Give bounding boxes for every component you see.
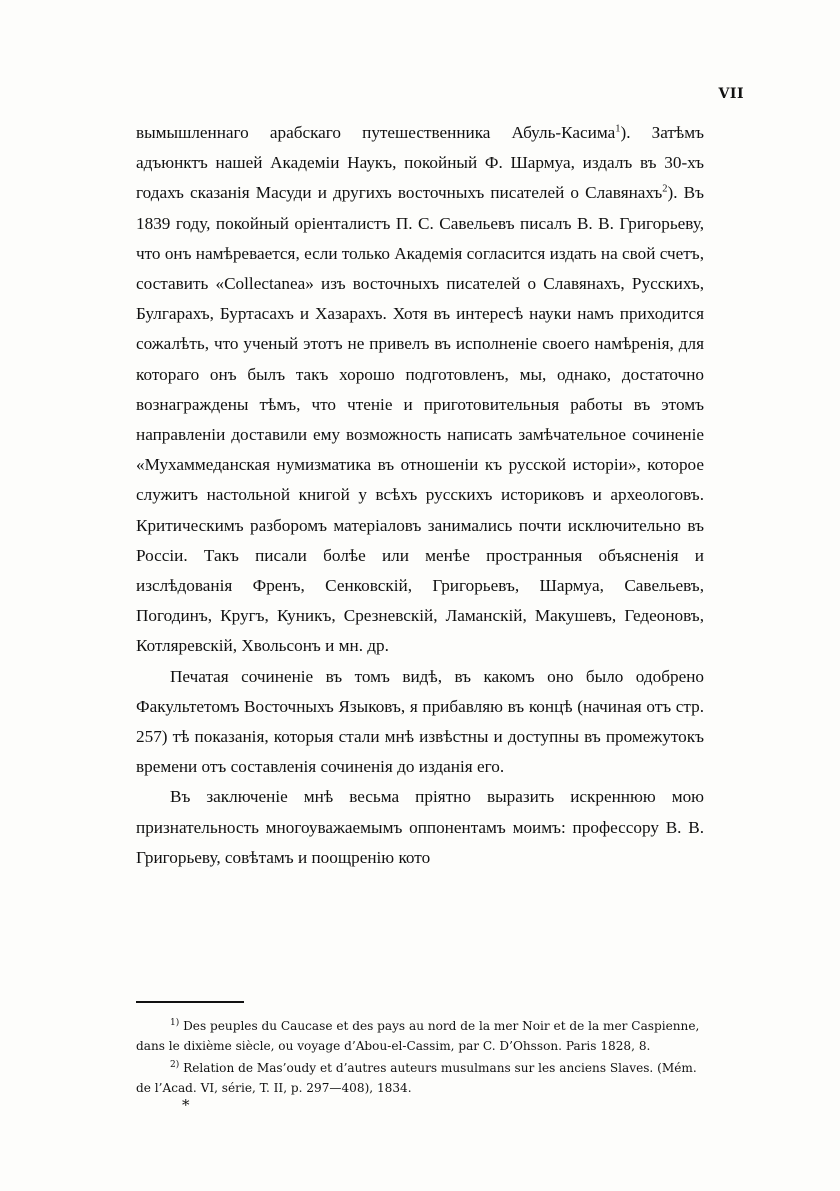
paragraph-1-text-mid: ). Затѣмъ адъюнктъ нашей Академіи Наукъ, покойный Ф. Шармуа, издалъ въ 30-хъ годахъ сказанія Масуди и другихъ восточныхъ писателей о Славянахъ <box>136 123 705 203</box>
body-text <box>136 118 704 873</box>
footnote-1 <box>136 1014 706 1056</box>
paragraph-3: Въ заключеніе мнѣ весьма пріятно выразить искреннюю мою признательность многоуважаемымъ оппонентамъ моимъ: профессору В. В. Григорьеву, совѣтамъ и поощренію кото <box>136 787 704 867</box>
footnote-2-text: Relation de Mas’oudy et d’autres auteurs musulmans sur les anciens Slaves. (Mém. de l’Acad. VI, série, T. II, p. 297—408), 1834. <box>136 1061 697 1095</box>
paragraph-2: Печатая сочиненіе въ томъ видѣ, въ какомъ оно было одобрено Факультетомъ Восточныхъ Языковъ, я прибавляю въ концѣ (начиная отъ стр. 257) тѣ показанія, которыя стали мнѣ извѣстны и доступны въ промежутокъ времени отъ составленія сочиненія до изданія его. <box>136 666 704 777</box>
footnote-ref-1[interactable]: 1 <box>615 123 621 135</box>
footnote-ref-2[interactable]: 2 <box>662 183 668 195</box>
footnote-section <box>136 1014 706 1098</box>
page-number: VII <box>718 86 744 102</box>
footnote-1-marker: 1) <box>170 1018 180 1028</box>
footnote-2-marker: 2) <box>170 1060 180 1071</box>
asterisk-mark: * <box>182 1096 190 1114</box>
paragraph-1-text-before: вымышленнаго арабскаго путешественника Абуль-Касима <box>136 123 616 142</box>
footnote-1-text: Des peuples du Caucase et des pays au nord de la mer Noir et de la mer Caspienne, dans le dixième siècle, ou voyage d’Abou-el-Cassim, par C. D’Ohsson. Paris 1828, 8. <box>136 1019 700 1053</box>
paragraph-1-text-after: ). Въ 1839 году, покойный оріенталистъ П. С. Савельевъ писалъ В. В. Григорьеву, что онъ намѣревается, если только Академія согласится издать на свой счетъ, составить «Collectanea» изъ восточныхъ писателей о Славянахъ, Русскихъ, Булгарахъ, Буртасахъ и Хазарахъ. Хотя въ интересѣ науки намъ приходится сожалѣть, что ученый этотъ не привелъ въ исполненіе своего намѣренія, для котораго онъ былъ такъ хорошо подготовленъ, мы, однако, достаточно вознаграждены тѣмъ, что чтеніе и приготовительныя работы въ этомъ направленіи доставили ему возможность написать замѣчательное сочиненіе «Мухаммеданская нумизматика въ отношеніи къ русской исторіи», которое служитъ настольной книгой у всѣхъ русскихъ историковъ и археологовъ. Критическимъ разборомъ матеріаловъ занимались почти исключительно въ Россіи. Такъ писали болѣе или менѣе пространныя объясненія и изслѣдованія Френъ, Сенковскій, Григорьевъ, Шармуа, Савельевъ, Погодинъ, Кругъ, Куникъ, Срезневскій, Ламанскій, Макушевъ, Гедеоновъ, Котляревскій, Хвольсонъ и мн. др. <box>136 183 704 656</box>
footnote-2 <box>136 1056 706 1098</box>
footnote-divider <box>136 1001 244 1003</box>
paragraph-1 <box>136 118 704 662</box>
